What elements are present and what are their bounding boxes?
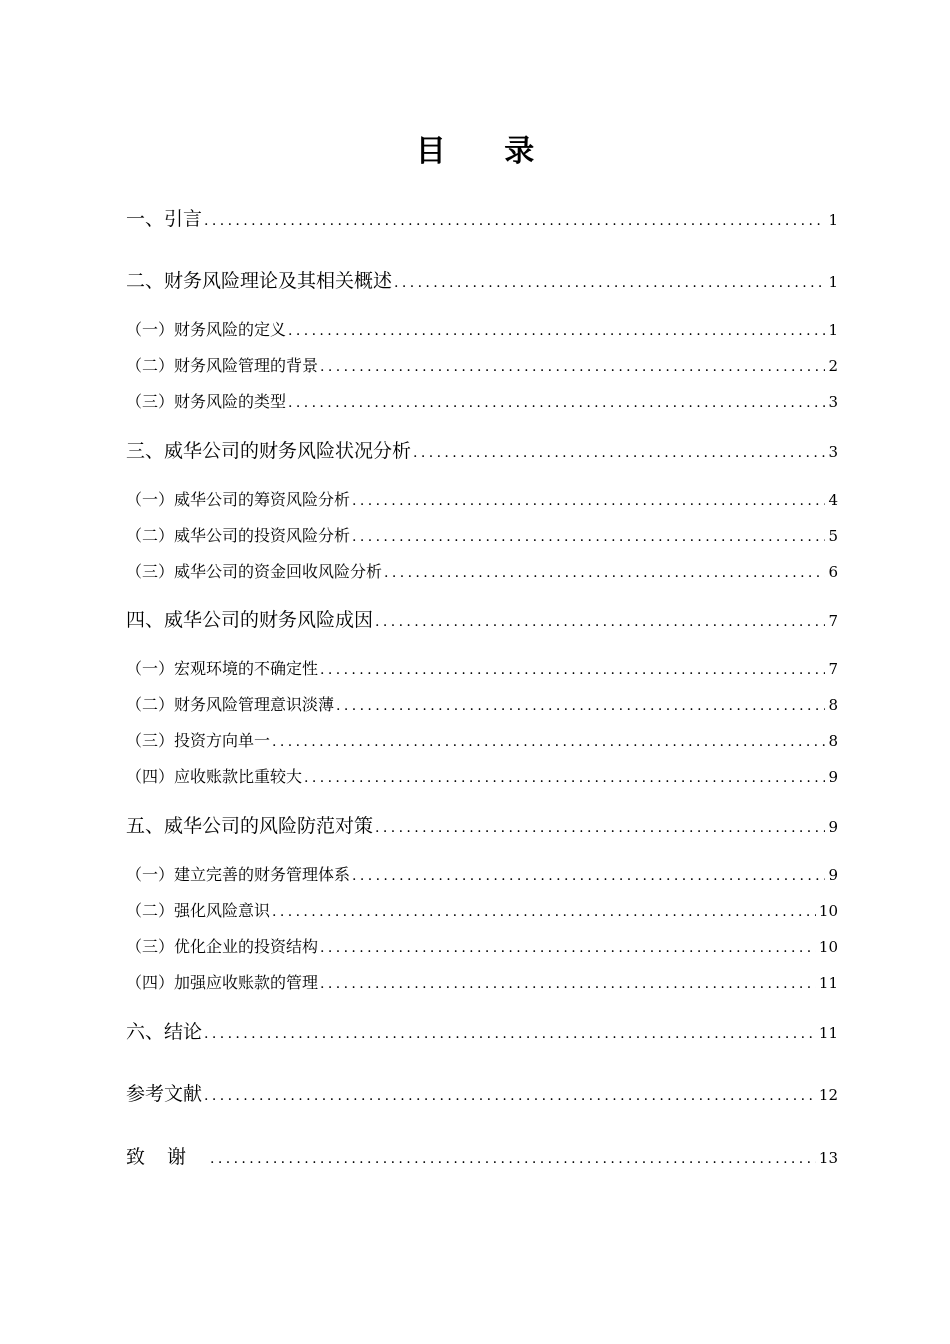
toc-entry-section-5-4[interactable]: [126, 971, 838, 995]
toc-entry-label: （二）强化风险意识: [126, 901, 271, 920]
toc-page-number: 1: [828, 273, 838, 291]
toc-entry-section-2-1[interactable]: [126, 318, 838, 342]
toc-page-number: 4: [828, 491, 838, 509]
dot-leader: [304, 766, 825, 789]
toc-page-number: 10: [818, 938, 838, 956]
toc-entry-label: （二）威华公司的投资风险分析: [126, 526, 351, 545]
dot-leader: [210, 1145, 816, 1171]
toc-entry-section-2[interactable]: [126, 267, 838, 295]
dot-leader: [375, 814, 825, 840]
toc-entry-label: （三）财务风险的类型: [126, 392, 287, 411]
toc-entry-label: （一）宏观环境的不确定性: [126, 659, 319, 678]
toc-entry-section-4[interactable]: [126, 606, 838, 634]
toc-entry-section-4-3[interactable]: [126, 729, 838, 753]
toc-entry-label: （四）应收账款比重较大: [126, 767, 303, 786]
toc-entry-section-3[interactable]: [126, 437, 838, 465]
toc-entry-label: 六、结论: [126, 1021, 203, 1043]
dot-leader: [352, 489, 825, 512]
toc-page-number: 1: [828, 321, 838, 339]
toc-page-number: 8: [828, 732, 838, 750]
toc-entry-label: 三、威华公司的财务风险状况分析: [126, 440, 412, 462]
toc-entry-section-4-4[interactable]: [126, 765, 838, 789]
toc-entry-label: （二）财务风险管理的背景: [126, 356, 319, 375]
toc-entry-section-5-3[interactable]: [126, 935, 838, 959]
toc-entry-label: （三）威华公司的资金回收风险分析: [126, 562, 383, 581]
toc-entry-references[interactable]: [126, 1080, 838, 1108]
dot-leader: [204, 207, 825, 233]
toc-entry-section-3-3[interactable]: [126, 560, 838, 584]
dot-leader: [320, 936, 816, 959]
toc-entry-section-4-1[interactable]: [126, 657, 838, 681]
toc-page-number: 9: [828, 768, 838, 786]
toc-entry-label: （二）财务风险管理意识淡薄: [126, 695, 335, 714]
toc-page-number: 2: [828, 357, 838, 375]
dot-leader: [352, 525, 825, 548]
dot-leader: [204, 1020, 816, 1046]
toc-entry-acknowledgements[interactable]: [126, 1143, 838, 1171]
toc-entry-label: （四）加强应收账款的管理: [126, 973, 319, 992]
toc-entry-section-2-3[interactable]: [126, 390, 838, 414]
toc-entry-section-5-2[interactable]: [126, 899, 838, 923]
toc-entry-section-3-2[interactable]: [126, 524, 838, 548]
dot-leader: [320, 972, 816, 995]
toc-page-number: 7: [828, 660, 838, 678]
dot-leader: [320, 658, 825, 681]
toc-page-number: 11: [818, 1024, 838, 1042]
toc-page-number: 6: [828, 563, 838, 581]
toc-page-number: 9: [828, 818, 838, 836]
toc-page-number: 11: [818, 974, 838, 992]
toc-page-number: 13: [818, 1149, 838, 1167]
dot-leader: [413, 439, 825, 465]
toc-page-number: 10: [818, 902, 838, 920]
dot-leader: [352, 864, 825, 887]
toc-page-number: 1: [828, 211, 838, 229]
toc-entry-label: 参考文献: [126, 1083, 203, 1105]
toc-entry-label: （三）优化企业的投资结构: [126, 937, 319, 956]
toc-page-number: 9: [828, 866, 838, 884]
toc-entry-label: 二、财务风险理论及其相关概述: [126, 270, 393, 292]
toc-entry-label: 致谢: [126, 1146, 209, 1168]
toc-entry-introduction[interactable]: [126, 205, 838, 233]
toc-page-number: 8: [828, 696, 838, 714]
dot-leader: [336, 694, 825, 717]
toc-page-number: 3: [828, 443, 838, 461]
toc-page-number: 7: [828, 612, 838, 630]
toc-entry-label: 五、威华公司的风险防范对策: [126, 815, 374, 837]
toc-entry-label: （一）威华公司的筹资风险分析: [126, 490, 351, 509]
dot-leader: [320, 355, 825, 378]
toc-entry-section-2-2[interactable]: [126, 354, 838, 378]
toc-entry-section-3-1[interactable]: [126, 488, 838, 512]
toc-entry-label: （一）财务风险的定义: [126, 320, 287, 339]
toc-title: 目 录: [415, 134, 559, 169]
toc-entry-label: 四、威华公司的财务风险成因: [126, 609, 374, 631]
dot-leader: [272, 730, 825, 753]
toc-page-number: 12: [818, 1086, 838, 1104]
toc-page-number: 3: [828, 393, 838, 411]
toc-entry-section-5[interactable]: [126, 812, 838, 840]
dot-leader: [375, 608, 825, 634]
toc-entry-label: 一、引言: [126, 208, 203, 230]
toc-entry-section-4-2[interactable]: [126, 693, 838, 717]
dot-leader: [204, 1082, 816, 1108]
toc-entry-label: （三）投资方向单一: [126, 731, 271, 750]
dot-leader: [288, 391, 825, 414]
dot-leader: [272, 900, 816, 923]
dot-leader: [394, 269, 825, 295]
toc-entry-label: （一）建立完善的财务管理体系: [126, 865, 351, 884]
toc-entry-conclusion[interactable]: [126, 1018, 838, 1046]
dot-leader: [384, 561, 825, 584]
toc-page-number: 5: [828, 527, 838, 545]
toc-entry-section-5-1[interactable]: [126, 863, 838, 887]
dot-leader: [288, 319, 825, 342]
